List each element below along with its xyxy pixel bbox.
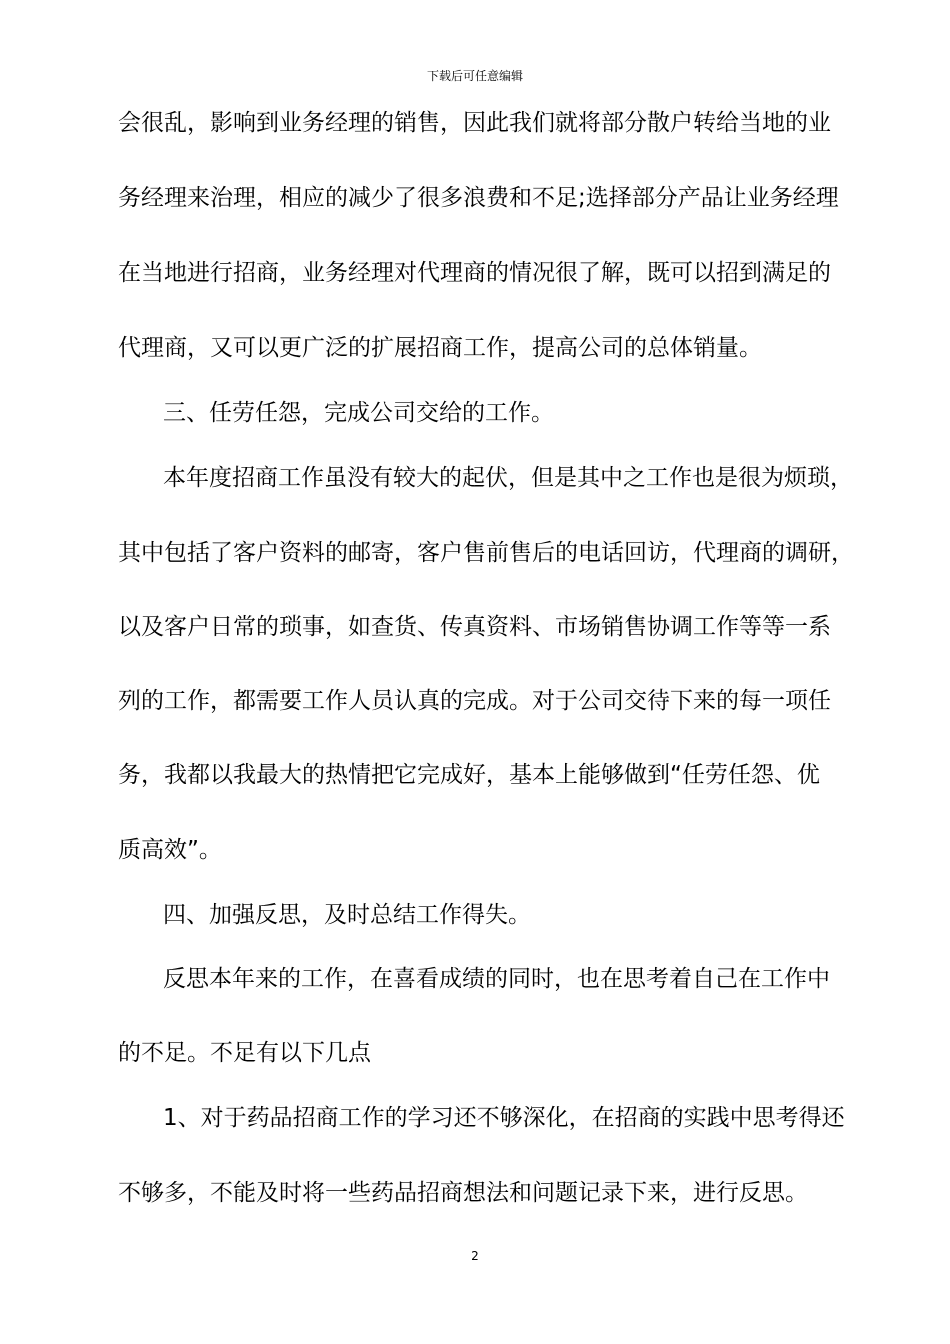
body-text-line: 反思本年来的工作，在喜看成绩的同时，也在思考着自己在工作中 — [163, 966, 830, 992]
body-text-line: 质高效”。 — [118, 837, 222, 863]
body-text-line: 会很乱，影响到业务经理的销售，因此我们就将部分散户转给当地的业 — [118, 110, 831, 136]
body-text-line: 务经理来治理，相应的减少了很多浪费和不足;选择部分产品让业务经理 — [118, 185, 839, 211]
page-header: 下载后可任意编辑 — [426, 69, 523, 83]
body-text-line: 其中包括了客户资料的邮寄，客户售前售后的电话回访，代理商的调研， — [118, 540, 854, 566]
body-text-line: 在当地进行招商，业务经理对代理商的情况很了解，既可以招到满足的 — [118, 260, 831, 286]
body-text-line: 以及客户日常的琐事，如查货、传真资料、市场销售协调工作等等一系 — [118, 614, 831, 640]
body-text-line: 代理商，又可以更广泛的扩展招商工作，提高公司的总体销量。 — [118, 335, 762, 361]
page-number: 2 — [471, 1249, 479, 1263]
section-heading: 三、任劳任怨，完成公司交给的工作。 — [163, 400, 554, 426]
body-text-line: 1、对于药品招商工作的学习还不够深化，在招商的实践中思考得还 — [163, 1105, 845, 1131]
body-text-line: 列的工作，都需要工作人员认真的完成。对于公司交待下来的每一项任 — [118, 688, 831, 714]
body-text-line: 的不足。不足有以下几点 — [118, 1040, 371, 1066]
body-text-line: 务，我都以我最大的热情把它完成好，基本上能够做到“任劳任怨、优 — [118, 762, 820, 788]
body-text-line: 不够多，不能及时将一些药品招商想法和问题记录下来，进行反思。 — [118, 1180, 808, 1206]
section-heading: 四、加强反思，及时总结工作得失。 — [163, 902, 531, 928]
body-text-line: 本年度招商工作虽没有较大的起伏，但是其中之工作也是很为烦琐， — [163, 465, 853, 491]
